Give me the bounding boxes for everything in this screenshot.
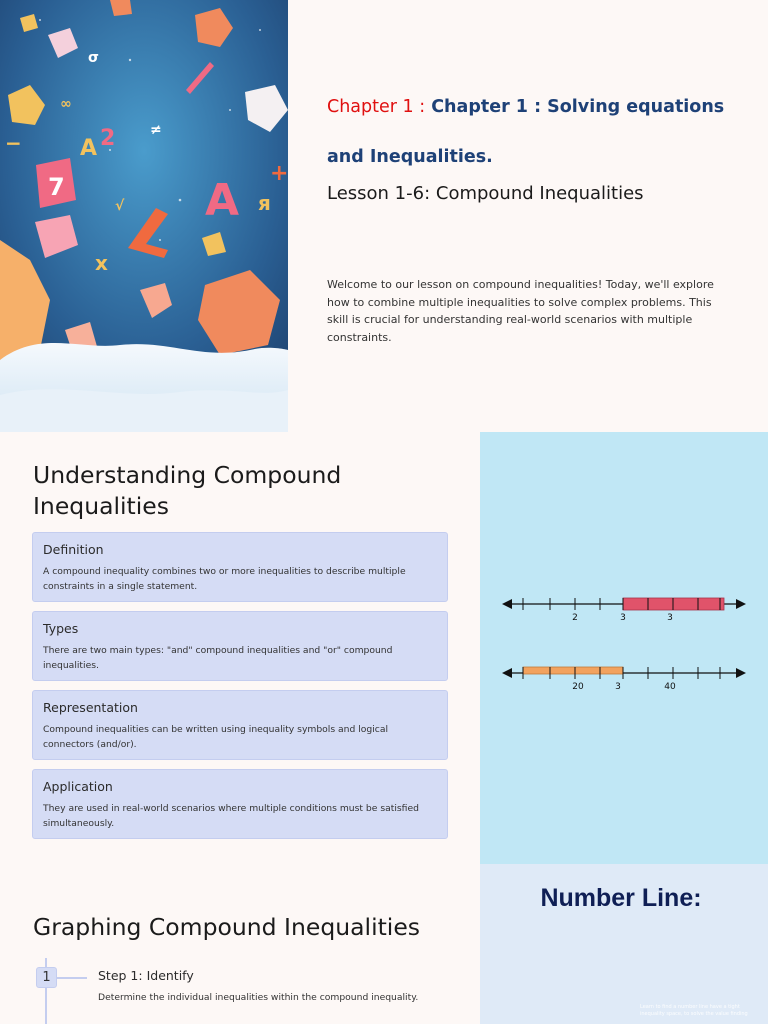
card-representation — [32, 690, 448, 760]
step-connector — [57, 977, 87, 979]
glyph-7: 7 — [48, 173, 65, 201]
number-line-2 — [502, 667, 746, 692]
card-title: Types — [43, 621, 79, 636]
glyph-sigma: σ — [88, 50, 99, 66]
glyph-x: x — [95, 251, 108, 275]
card-text: There are two main types: "and" compound inequalities and "or" compound inequalities. — [43, 645, 393, 671]
card-text: A compound inequality combines two or more inequalities to describe multiple constraints in a single statement. — [43, 566, 406, 592]
glyph-ya: я — [258, 191, 271, 215]
tick-label: 40 — [664, 682, 676, 692]
tick-label: 2 — [572, 613, 578, 623]
intro-paragraph: Welcome to our lesson on compound inequalities! Today, we'll explore how to combine multiple inequalities to solve complex problems. This skill is crucial for understanding real-world scenarios with multiple constraints. — [327, 278, 714, 344]
number-line-caption: Number Line: — [540, 884, 702, 912]
card-types — [32, 611, 448, 681]
card-text: Compound inequalities can be written using inequality symbols and logical connectors (and/or). — [43, 724, 389, 750]
card-definition — [32, 532, 448, 602]
card-application — [32, 769, 448, 839]
glyph-plus: + — [270, 161, 288, 186]
lesson-title: Lesson 1-6: Compound Inequalities — [327, 183, 644, 204]
understanding-title: Understanding Compound Inequalities — [33, 461, 342, 520]
glyph-a-large: A — [205, 175, 240, 226]
glyph-a: A — [80, 136, 98, 161]
card-title: Application — [43, 779, 113, 794]
graphing-title: Graphing Compound Inequalities — [33, 913, 421, 941]
card-text: They are used in real-world scenarios where multiple conditions must be satisfied simultaneously. — [43, 803, 419, 829]
tick-label: 3 — [667, 613, 673, 623]
glyph-2: 2 — [100, 126, 116, 151]
glyph-infinity: ∞ — [60, 96, 72, 112]
step-title: Step 1: Identify — [98, 968, 194, 983]
glyph-sqrt: √ — [115, 198, 125, 214]
hero-illustration — [0, 0, 288, 432]
tick-label: 3 — [620, 613, 626, 623]
card-title: Representation — [43, 700, 138, 715]
number-line-caption-panel — [480, 864, 768, 1024]
chapter-title — [327, 82, 747, 182]
card-title: Definition — [43, 542, 104, 557]
number-line-1 — [502, 598, 746, 623]
number-line-illustration — [480, 432, 768, 864]
tick-label: 3 — [615, 682, 621, 692]
number-line-faint-text: Learn to find a number line have a tight inequality space, to solve the value finding — [640, 1004, 748, 1017]
step-number: 1 — [36, 967, 57, 988]
glyph-neq: ≠ — [150, 122, 162, 138]
chapter-prefix: Chapter 1 : — [327, 97, 426, 117]
step-text: Determine the individual inequalities within the compound inequality. — [98, 992, 419, 1003]
range-bar-2 — [523, 667, 623, 674]
glyph-minus: − — [5, 131, 22, 155]
chapter-title-text: Chapter 1 : Solving equations and Inequalities. — [327, 97, 725, 167]
tick-label: 20 — [572, 682, 584, 692]
